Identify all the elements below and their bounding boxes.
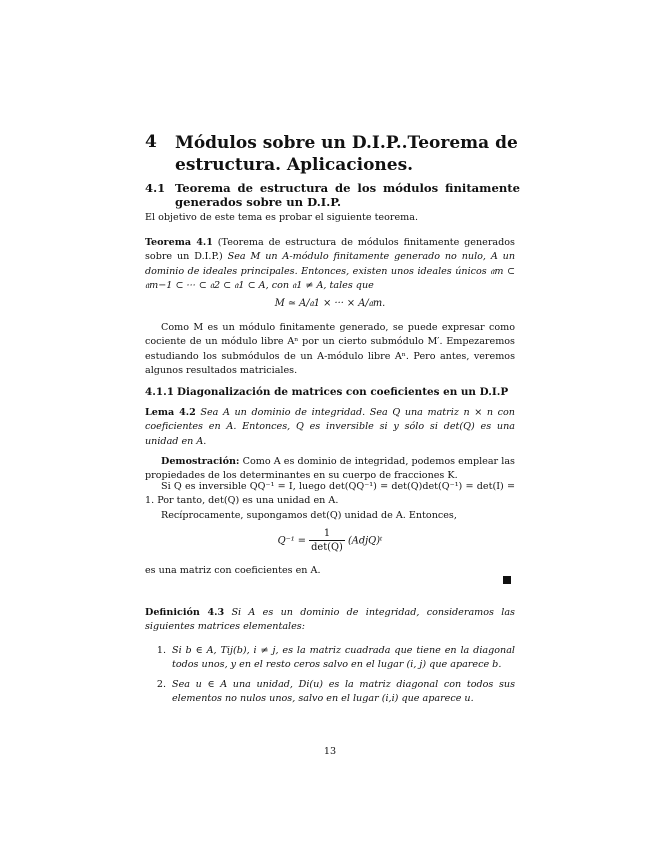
theorem-equation: M ≃ A/𝔞1 × ··· × A/𝔞m.	[274, 298, 386, 309]
subsection-number: 4.1	[145, 181, 166, 195]
proof-paragraph-3: Recíprocamente, supongamos det(Q) unidad de A. Entonces,	[161, 510, 457, 521]
list-item-text: Sea u ∈ A una unidad, Di(u) es la matriz diagonal con todos sus elementos no nulos unos, salvo en el lugar (i,i) que aparece u.	[172, 679, 515, 705]
equation-rhs: (AdjQ)ᵗ	[347, 535, 383, 547]
inverse-equation	[145, 528, 515, 554]
section-title: Módulos sobre un D.I.P..Teorema de estructura. Aplicaciones.	[175, 133, 518, 175]
list-marker: 2.	[156, 679, 166, 690]
list-marker: 1.	[156, 645, 166, 656]
lemma-block	[145, 406, 515, 449]
theorem-label: Teorema 4.1	[145, 237, 213, 248]
list-item-text: Si b ∈ A, Tij(b), i ≠ j, es la matriz cuadrada que tiene en la diagonal todos unos, y en el resto ceros salvo en el lugar (i, j) que aparece b.	[172, 645, 515, 671]
definition-block	[145, 606, 515, 635]
subsection-title: Teorema de estructura de los módulos finitamente generados sobre un D.I.P.	[175, 181, 520, 209]
definition-label: Definición 4.3	[145, 607, 225, 618]
subsubsection-heading	[145, 386, 508, 398]
theorem-block	[145, 236, 515, 294]
proof-label: Demostración:	[161, 456, 240, 467]
subsubsection-title: Diagonalización de matrices con coeficientes en un D.I.P	[177, 386, 509, 398]
equation-lhs: Q⁻¹ =	[277, 535, 307, 547]
intro-paragraph: El objetivo de este tema es probar el siguiente teorema.	[145, 212, 419, 223]
proof-text-1: Como A es dominio de integridad, podemos emplear las propiedades de los determinantes en su cuerpo de fracciones K.	[145, 456, 515, 482]
theorem-note: (Teorema de estructura de módulos finitamente generados sobre un D.I.P.)	[145, 237, 515, 263]
proof-closing: es una matriz con coeficientes en A.	[145, 565, 321, 576]
lemma-label: Lema 4.2	[145, 407, 196, 418]
subsubsection-number: 4.1.1	[145, 386, 174, 398]
definition-statement: Si A es un dominio de integridad, consideramos las siguientes matrices elementales:	[145, 607, 515, 633]
fraction-denominator: det(Q)	[311, 542, 343, 553]
lemma-statement: Sea A un dominio de integridad. Sea Q una matriz n × n con coeficientes en A. Entonces, Q es inversible si y sólo si det(Q) es una unidad en A.	[145, 407, 515, 447]
fraction-numerator: 1	[309, 528, 345, 541]
theorem-statement: Sea M un A-módulo finitamente generado no nulo, A un dominio de ideales principales. Entonces, existen unos ideales únicos 𝔞m ⊂ 𝔞m−1 ⊂ ··· ⊂ 𝔞2 ⊂ 𝔞1 ⊂ A, con 𝔞1 ≠ A, tales que	[145, 251, 515, 292]
proof-paragraph-2: Si Q es inversible QQ⁻¹ = I, luego det(QQ⁻¹) = det(Q)det(Q⁻¹) = det(I) = 1. Por tanto, det(Q) es una unidad en A.	[145, 481, 515, 507]
equation-fraction	[309, 528, 345, 554]
paragraph-after-theorem: Como M es un módulo finitamente generado, se puede expresar como cociente de un módulo libre Aⁿ por un cierto submódulo M′. Empezaremos estudiando los submódulos de un A-módulo libre Aⁿ. Pero antes, veremos algunos resultados matriciales.	[145, 322, 515, 377]
section-number: 4	[145, 132, 157, 152]
qed-square-icon	[503, 576, 511, 584]
page-number: 13	[323, 746, 337, 757]
